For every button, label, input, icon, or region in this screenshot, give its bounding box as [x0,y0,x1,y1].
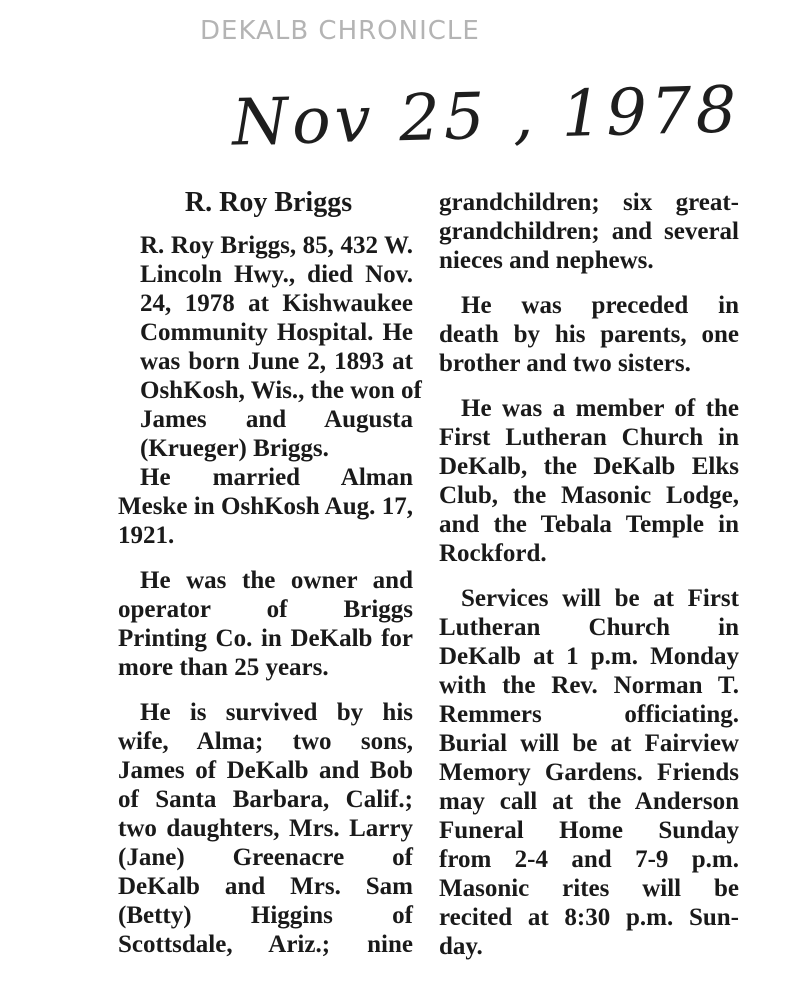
text-line: brother and two sisters. [439,350,691,377]
text-line: Burial will be at Fairview [439,730,739,757]
text-line: of Santa Barbara, Calif.; [118,786,413,813]
text-line: DeKalb at 1 p.m. Monday [439,643,739,670]
text-line: wife, Alma; two sons, [118,728,413,755]
text-line: James of DeKalb and Bob [118,757,413,784]
text-line: DeKalb, the DeKalb Elks [439,453,739,480]
text-line: Community Hospital. He [140,319,413,346]
text-line: Club, the Masonic Lodge, [439,482,739,509]
text-line: 1921. [118,522,175,549]
text-line: nieces and nephews. [439,247,654,274]
text-line: Printing Co. in DeKalb for [118,625,413,652]
text-line: He was the owner and [140,567,413,594]
text-line: (Jane) Greenacre of [118,844,413,871]
text-line: Memory Gardens. Friends [439,759,739,786]
text-line: DeKalb and Mrs. Sam [118,873,413,900]
text-line: more than 25 years. [118,654,329,681]
text-line: and the Tebala Temple in [439,511,739,538]
masthead-stamp: DEKALB CHRONICLE [200,16,480,46]
paragraph-intro [118,231,422,463]
text-line: 24, 1978 at Kishwaukee [140,290,413,317]
text-line: death by his parents, one [439,321,739,348]
text-line: R. Roy Briggs, 85, 432 W. [140,232,413,259]
handwritten-date: Nov 25 , 1978 [231,73,742,161]
text-line: He married Alman [140,464,413,491]
text-line: He was a member of the [461,395,739,422]
obituary-headline: R. Roy Briggs [184,187,353,218]
left-column [118,187,422,959]
text-line: Services will be at First [461,585,739,612]
paragraph-marriage [118,463,413,550]
paragraph-career [118,566,413,682]
text-line: (Krueger) Briggs. [140,435,329,462]
paragraph-survivors [118,698,413,959]
paragraph-grandchildren [439,188,739,275]
text-line: grandchildren; six great- [439,189,739,216]
text-line: recited at 8:30 p.m. Sun- [439,904,739,931]
text-line: Lincoln Hwy., died Nov. [140,261,413,288]
text-line: First Lutheran Church in [439,424,739,451]
text-line: OshKosh, Wis., the won of [140,377,422,404]
text-line: Funeral Home Sunday [439,817,739,844]
text-line: Lutheran Church in [439,614,739,641]
paragraph-memberships [439,394,739,568]
text-line: James and Augusta [140,406,413,433]
text-line: with the Rev. Norman T. [439,672,739,699]
paragraph-preceded [439,291,739,378]
text-line: may call at the Anderson [439,788,739,815]
text-line: Masonic rites will be [439,875,739,902]
text-line: He is survived by his [140,699,413,726]
text-line: from 2-4 and 7-9 p.m. [439,846,739,873]
text-line: Meske in OshKosh Aug. 17, [118,493,413,520]
text-line: Remmers officiating. [439,701,739,728]
right-column [439,188,739,961]
text-line: day. [439,933,483,960]
text-line: (Betty) Higgins of [118,902,413,929]
text-line: Scottsdale, Ariz.; nine [118,931,413,958]
text-line: He was preceded in [461,292,739,319]
text-line: Rockford. [439,540,547,567]
text-line: grandchildren; and several [439,218,739,245]
text-line: was born June 2, 1893 at [140,348,413,375]
text-line: operator of Briggs [118,596,413,623]
text-line: two daughters, Mrs. Larry [118,815,413,842]
paragraph-services [439,584,739,961]
